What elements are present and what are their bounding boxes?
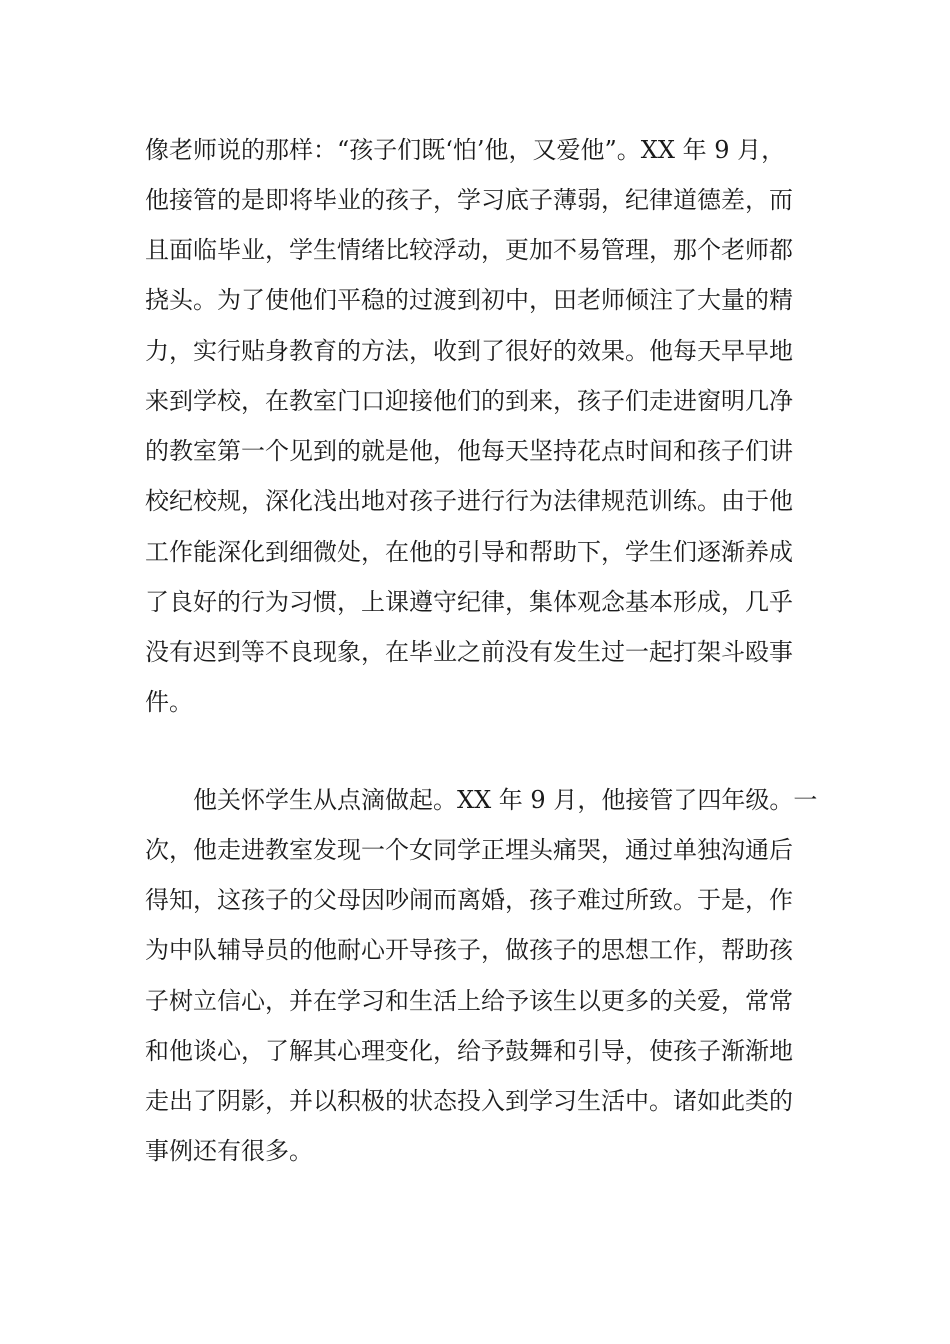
text-line: 了良好的行为习惯，上课遵守纪律，集体观念基本形成，几乎 [145, 588, 793, 616]
text-line: 他接管的是即将毕业的孩子，学习底子薄弱，纪律道德差，而 [145, 186, 793, 214]
text-line: 和他谈心，了解其心理变化，给予鼓舞和引导，使孩子渐渐地 [145, 1037, 793, 1065]
text-line: 的教室第一个见到的就是他，他每天坚持花点时间和孩子们讲 [145, 437, 793, 465]
text-line: 得知，这孩子的父母因吵闹而离婚，孩子难过所致。于是，作 [145, 886, 793, 914]
text-line: 来到学校，在教室门口迎接他们的到来，孩子们走进窗明几净 [145, 387, 793, 415]
text-line: 没有迟到等不良现象，在毕业之前没有发生过一起打架斗殴事 [145, 638, 793, 666]
text-line: 像老师说的那样：“孩子们既‘怕’他，又爱他”。XX 年 9 月， [145, 136, 786, 164]
text-line: 走出了阴影，并以积极的状态投入到学习生活中。诸如此类的 [145, 1087, 793, 1115]
text-line: 他关怀学生从点滴做起。XX 年 9 月，他接管了四年级。一 [193, 786, 818, 814]
text-line: 为中队辅导员的他耐心开导孩子，做孩子的思想工作，帮助孩 [145, 936, 793, 964]
text-line: 子树立信心，并在学习和生活上给予该生以更多的关爱，常常 [145, 987, 793, 1015]
text-line: 力，实行贴身教育的方法，收到了很好的效果。他每天早早地 [145, 337, 793, 365]
text-line: 件。 [145, 688, 193, 716]
text-line: 工作能深化到细微处，在他的引导和帮助下，学生们逐渐养成 [145, 538, 793, 566]
text-line: 校纪校规，深化浅出地对孩子进行行为法律规范训练。由于他 [145, 487, 793, 515]
text-line: 且面临毕业，学生情绪比较浮动，更加不易管理，那个老师都 [145, 236, 793, 264]
text-line: 次，他走进教室发现一个女同学正埋头痛哭，通过单独沟通后 [145, 836, 793, 864]
text-line: 事例还有很多。 [145, 1137, 313, 1165]
text-line: 挠头。为了使他们平稳的过渡到初中，田老师倾注了大量的精 [145, 286, 793, 314]
